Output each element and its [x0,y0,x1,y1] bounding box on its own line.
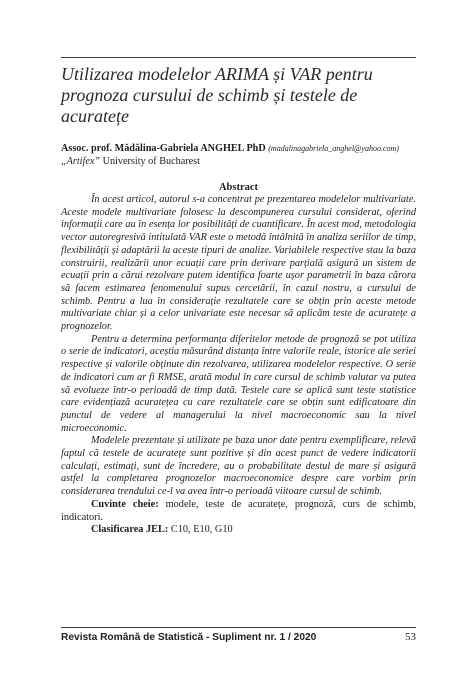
affiliation-name: „Artifex” [61,156,101,167]
author-name: Assoc. prof. Mădălina-Gabriela ANGHEL PhD [61,143,266,154]
affiliation-rest: University of Bucharest [100,156,200,167]
author-affiliation [61,155,200,168]
page-footer [61,631,416,644]
author-line [61,142,417,155]
keywords-label: Cuvinte cheie: [91,498,159,510]
article-title: Utilizarea modelelor ARIMA și VAR pentru prognoza cursului de schimb și testele de acuratețe [61,64,373,126]
keywords [61,499,416,524]
top-rule [61,57,416,58]
page-number: 53 [405,631,416,643]
jel-value: C10, E10, G10 [168,524,233,536]
abstract-paragraph: Modelele prezentate și utilizate pe baza unor date pentru exemplificare, relevă faptul că testele de acuratețe sunt pozitive și din acest punct de vedere indicatorii calculați, estimați, sunt de încredere, au o probabilitate destul de mare și asigură astfel la completarea prognozelor macroeconomice despre care vorbim prin considerarea trendului ce-l va avea într-o perioadă viitoare cursul de schimb. [61,435,416,498]
jel-classification [61,524,416,537]
jel-label: Clasificarea JEL: [91,524,169,536]
abstract-body [61,194,416,537]
bottom-rule [61,627,416,628]
keywords-value: modele, teste de acuratețe, prognoză, curs de schimb, indicatori. [61,498,416,523]
abstract-paragraph: Pentru a determina performanța diferitelor metode de prognoză se pot utiliza o serie de indicatori, aceștia măsurând distanța între valorile reale, istorice ale seriei respective și valorile obținute din rezolvarea, utilizarea modelelor respective. O serie de indicatori cum ar fi RMSE, arată modul în care cursul de schimb valutar va putea să evolueze într-o perioadă de timp dată. Testele care se aplică sunt teste statistice care evidențiază acuratețea cu care rezultatele care se obțin sunt edificatoare din punctul de vedere al managerului la nivel macroeconomic sau la nivel microeconomic. [61,333,416,434]
author-email: (madalinagabriela_anghel@yahoo.com) [268,144,399,153]
abstract-heading: Abstract [218,182,259,193]
journal-name: Revista Română de Statistică - Supliment nr. 1 / 2020 [61,632,317,643]
abstract-paragraph: În acest articol, autorul s-a concentrat pe prezentarea modelelor multivariate. Aceste modele multivariate folosesc la descompunerea cursului considerat, oferind informații care au în esența lor posibilități de cuantificare. În acest mod, metodologia vector autoregresivă intitulată VAR este o metodă întâlnită în analiza seriilor de timp, flexibilității și adaptării la aceste tipuri de analize. Variabilele respective stau la baza construirii, realizării unor ecuații care prin derivare parțială asigură un sistem de ecuații prin a cărui rezolvare putem identifica foarte ușor parametrii în baza cărora să facem estimarea fenomenului supus cercetării, în cazul nostru, a cursului de schimb. Pentru a lua în considerație rezultatele care se obțin prin aceste metode multivariate chiar și a celor univariate este necesar să aplicăm teste de acuratețe a prognozelor. [61,194,416,333]
